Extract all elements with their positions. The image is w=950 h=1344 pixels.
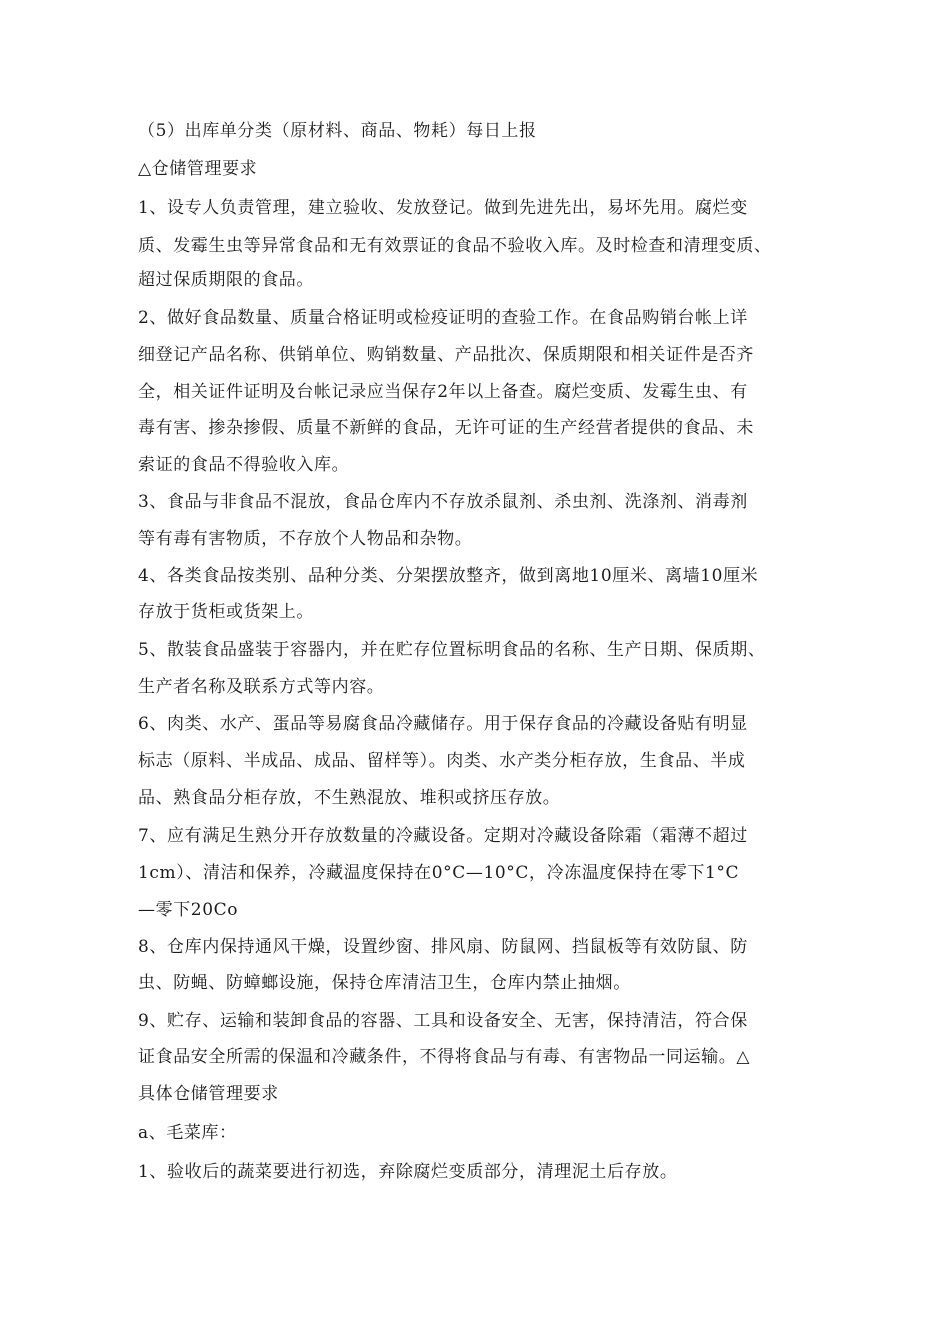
text-line: 存放于货柜或货架上。 <box>138 602 314 622</box>
text-line: 生产者名称及联系方式等内容。 <box>138 677 385 697</box>
text-line: 2、做好食品数量、质量合格证明或检疫证明的查验工作。在食品购销台帐上详 <box>138 308 748 328</box>
section-heading: 具体仓储管理要求 <box>138 1084 279 1104</box>
text-line: 8、仓库内保持通风干燥，设置纱窗、排风扇、防鼠网、挡鼠板等有效防鼠、防 <box>138 937 748 957</box>
text-line: 1cm）、清洁和保养，冷藏温度保持在0°C—10°C，冷冻温度保持在零下1°C <box>138 863 740 883</box>
text-line: 9、贮存、运输和装卸食品的容器、工具和设备安全、无害，保持清洁，符合保 <box>138 1011 748 1031</box>
text-line: 4、各类食品按类别、品种分类、分架摆放整齐，做到离地10厘米、离墙10厘米 <box>138 566 759 586</box>
text-line: 证食品安全所需的保温和冷藏条件，不得将食品与有毒、有害物品一同运输。△ <box>138 1047 751 1067</box>
text-line: 索证的食品不得验收入库。 <box>138 455 350 475</box>
section-heading: △仓储管理要求 <box>138 159 258 179</box>
subsection-heading: a、毛菜库： <box>138 1123 237 1143</box>
text-line: 7、应有满足生熟分开存放数量的冷藏设备。定期对冷藏设备除霜（霜薄不超过 <box>138 826 748 846</box>
text-line: 1、设专人负责管理，建立验收、发放登记。做到先进先出，易坏先用。腐烂变 <box>138 198 748 218</box>
text-line: 5、散装食品盛装于容器内，并在贮存位置标明食品的名称、生产日期、保质期、 <box>138 640 766 660</box>
text-line: 毒有害、掺杂掺假、质量不新鲜的食品，无许可证的生产经营者提供的食品、未 <box>138 418 754 438</box>
text-line: 标志（原料、半成品、成品、留样等）。肉类、水产类分柜存放，生食品、半成 <box>138 751 746 771</box>
text-line: 品、熟食品分柜存放，不生熟混放、堆积或挤压存放。 <box>138 788 561 808</box>
text-line: 3、食品与非食品不混放，食品仓库内不存放杀鼠剂、杀虫剂、洗涤剂、消毒剂 <box>138 492 748 512</box>
text-line: 全，相关证件证明及台帐记录应当保存2年以上备查。腐烂变质、发霉生虫、有 <box>138 382 748 402</box>
text-line: 等有毒有害物质，不存放个人物品和杂物。 <box>138 529 473 549</box>
text-line: 质、发霉生虫等异常食品和无有效票证的食品不验收入库。及时检查和清理变质、 <box>138 236 772 256</box>
text-line: （5）出库单分类（原材料、商品、物耗）每日上报 <box>138 121 537 141</box>
text-line: —零下20Co <box>138 900 239 920</box>
text-line: 细登记产品名称、供销单位、购销数量、产品批次、保质期限和相关证件是否齐 <box>138 345 754 365</box>
text-line: 1、验收后的蔬菜要进行初选，弃除腐烂变质部分，清理泥土后存放。 <box>138 1162 678 1182</box>
text-line: 超过保质期限的食品。 <box>138 270 314 290</box>
text-line: 虫、防蝇、防蟑螂设施，保持仓库清洁卫生，仓库内禁止抽烟。 <box>138 973 631 993</box>
text-line: 6、肉类、水产、蛋品等易腐食品冷藏储存。用于保存食品的冷藏设备贴有明显 <box>138 714 748 734</box>
